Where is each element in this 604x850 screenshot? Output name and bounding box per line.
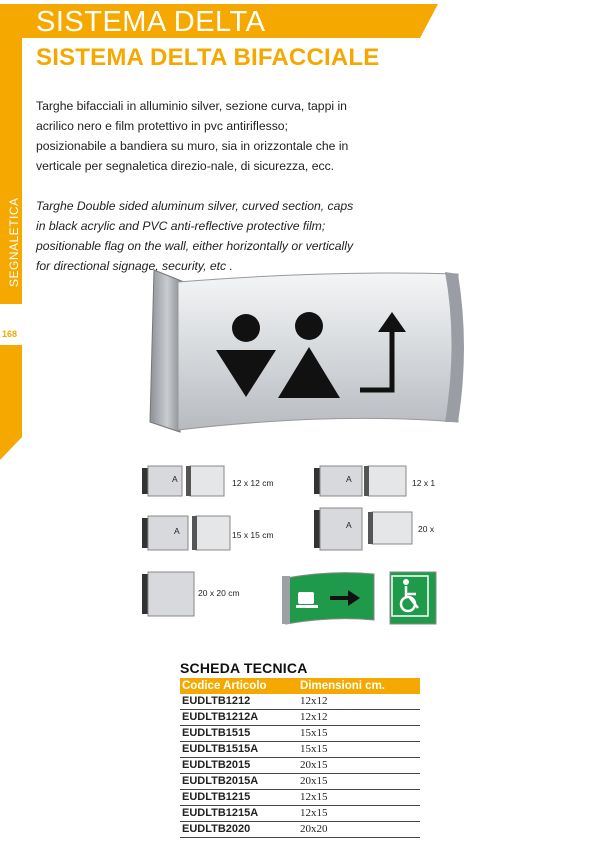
variant-thumb-20x20 <box>140 568 200 618</box>
cell-dimensions: 15x15 <box>300 743 328 755</box>
cell-dimensions: 20x15 <box>300 759 328 771</box>
cell-dimensions: 20x20 <box>300 823 328 835</box>
variant-letter: A <box>174 526 180 536</box>
variant-size-label: 15 x 15 cm <box>232 530 274 540</box>
cell-code: EUDLTB1212A <box>182 711 259 723</box>
cell-dimensions: 20x15 <box>300 775 328 787</box>
header-dimensions: Dimensioni cm. <box>300 680 385 692</box>
cell-code: EUDLTB1215 <box>182 791 251 803</box>
tech-sheet-title: SCHEDA TECNICA <box>180 660 308 676</box>
cell-dimensions: 15x15 <box>300 727 328 739</box>
cell-dimensions: 12x15 <box>300 791 328 803</box>
cell-code: EUDLTB2015 <box>182 759 251 771</box>
table-row <box>180 710 420 726</box>
table-row <box>180 790 420 806</box>
variant-letter: A <box>346 474 352 484</box>
variant-size-label: 20 x 20 cm <box>198 588 240 598</box>
table-row <box>180 742 420 758</box>
description-english: Targhe Double sided aluminum silver, curved section, caps in black acrylic and PVC anti-reflective protective film; positionable flag on the wall, either horizontally or vertically for directional signage, security, etc . <box>36 199 354 273</box>
table-row <box>180 806 420 822</box>
variant-size-label: 12 x 12 cm <box>232 478 274 488</box>
table-row <box>180 774 420 790</box>
variant-size-label: 12 x 1 <box>412 478 436 488</box>
table-row <box>180 726 420 742</box>
green-sign-accessible <box>388 570 438 626</box>
table-row <box>180 758 420 774</box>
cell-code: EUDLTB2015A <box>182 775 259 787</box>
header-code: Codice Articolo <box>182 680 267 692</box>
tech-sheet-header <box>180 678 420 694</box>
cell-code: EUDLTB2020 <box>182 823 251 835</box>
cell-code: EUDLTB1515 <box>182 727 251 739</box>
description-italian: Targhe bifacciali in alluminio silver, sezione curva, tappi in acrilico nero e film protettivo in pvc antiriflesso; posizionabile a bandiera su muro, sia in orizzontale che in verticale per segnaletica direzio-nale, di sicurezza, ecc. <box>36 99 349 173</box>
page-subtitle: SISTEMA DELTA BIFACCIALE <box>36 44 380 71</box>
hero-sign-image <box>140 262 465 442</box>
table-row <box>180 822 420 838</box>
page-number: 168 <box>2 329 18 339</box>
cell-dimensions: 12x12 <box>300 711 328 723</box>
variant-thumb-20x15 <box>312 504 416 554</box>
cell-code: EUDLTB1515A <box>182 743 259 755</box>
cell-dimensions: 12x15 <box>300 807 328 819</box>
header-bar-tip <box>420 4 438 38</box>
cell-code: EUDLTB1215A <box>182 807 259 819</box>
variant-letter: A <box>346 520 352 530</box>
section-label: SEGNALETICA <box>7 197 21 287</box>
cell-code: EUDLTB1212 <box>182 695 251 707</box>
side-accent-strip-lower <box>0 345 22 460</box>
variant-size-label: 20 x <box>418 524 435 534</box>
table-row <box>180 694 420 710</box>
variant-thumb-12x15 <box>312 462 412 502</box>
cell-dimensions: 12x12 <box>300 695 328 707</box>
green-sign-coffee <box>282 568 378 626</box>
tech-sheet <box>180 658 420 838</box>
page-title: SISTEMA DELTA <box>36 6 266 38</box>
variant-letter: A <box>172 474 178 484</box>
